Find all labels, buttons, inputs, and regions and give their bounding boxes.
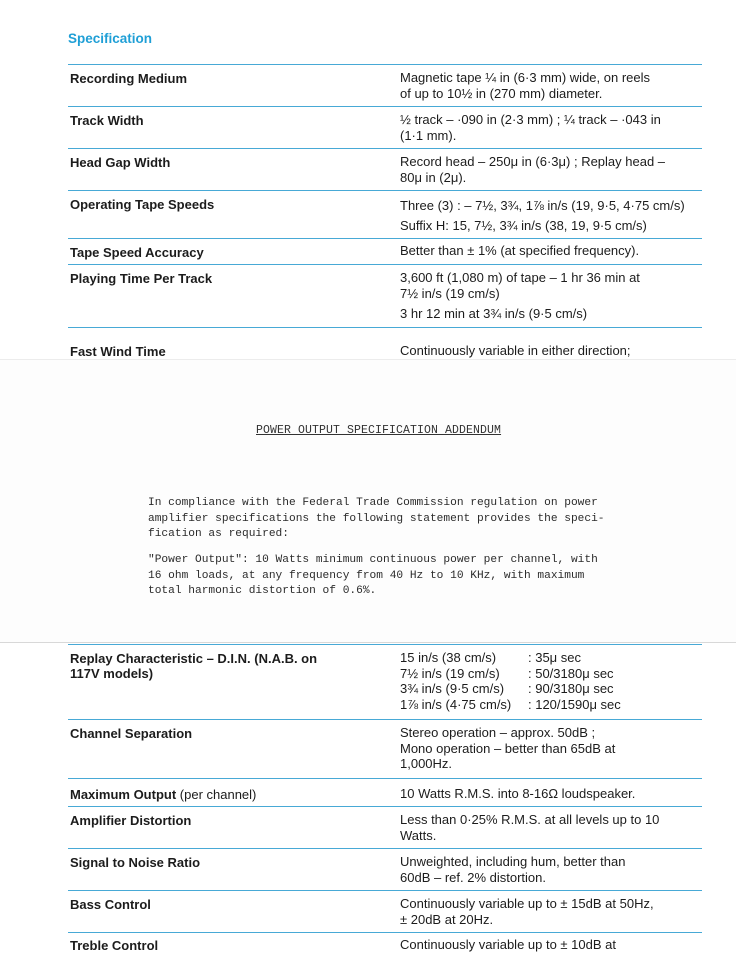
- section-heading: Specification: [68, 31, 153, 46]
- row-divider: [68, 778, 702, 779]
- spec-label-amplifier-distortion: Amplifier Distortion: [70, 813, 192, 828]
- spec-label-track-width: Track Width: [70, 113, 144, 128]
- spec-value-playing-time: 3,600 ft (1,080 m) of tape – 1 hr 36 min at 7½ in/s (19 cm/s) 3 hr 12 min at 3¾ in/s (9·5 cm/s): [400, 270, 640, 321]
- row-divider: [68, 890, 702, 891]
- row-divider: [68, 148, 702, 149]
- spec-label-maximum-output: Maximum Output (per channel): [70, 787, 257, 802]
- spec-value-maximum-output: 10 Watts R.M.S. into 8-16Ω loudspeaker.: [400, 786, 636, 801]
- spec-label-treble-control: Treble Control: [70, 938, 159, 953]
- spec-value-recording-medium: Magnetic tape ¼ in (6·3 mm) wide, on reels of up to 10½ in (270 mm) diameter.: [400, 70, 650, 101]
- addendum-paragraph-power-output: "Power Output": 10 Watts minimum continuous power per channel, with 16 ohm loads, at any frequency from 40 Hz to 10 KHz, with maximum total harmonic distortion of 0.6%.: [148, 554, 598, 597]
- row-divider: [68, 106, 702, 107]
- spec-value-head-gap-width: Record head – 250μ in (6·3μ) ; Replay head – 80μ in (2μ).: [400, 154, 666, 185]
- spec-label-operating-tape-speeds: Operating Tape Speeds: [70, 197, 215, 212]
- spec-label-fast-wind-time: Fast Wind Time: [70, 344, 166, 359]
- spec-label-bass-control: Bass Control: [70, 897, 151, 912]
- row-divider: [68, 238, 702, 239]
- spec-label-signal-to-noise: Signal to Noise Ratio: [70, 855, 201, 870]
- spec-value-tape-speed-accuracy: Better than ± 1% (at specified frequency).: [400, 243, 640, 258]
- spec-label-replay-characteristic: Replay Characteristic – D.I.N. (N.A.B. on 117V models): [70, 651, 318, 681]
- row-divider: [68, 806, 702, 807]
- replay-characteristic-table: [400, 650, 621, 712]
- spec-label-tape-speed-accuracy: Tape Speed Accuracy: [70, 245, 204, 260]
- spec-value-fast-wind-time: Continuously variable in either direction;: [400, 343, 631, 358]
- row-divider: [68, 848, 702, 849]
- spec-value-signal-to-noise: Unweighted, including hum, better than 60dB – ref. 2% distortion.: [400, 854, 626, 885]
- row-divider: [68, 932, 702, 933]
- spec-label-recording-medium: Recording Medium: [70, 71, 188, 86]
- spec-value-treble-control: Continuously variable up to ± 10dB at: [400, 937, 616, 952]
- addendum-paragraph-compliance: In compliance with the Federal Trade Commission regulation on power amplifier specifications the following statement provides the speci- fication as required:: [148, 497, 605, 540]
- replay-row: 7½ in/s (19 cm/s) : 50/3180μ sec: [400, 665, 614, 681]
- replay-row: 1⅞ in/s (4·75 cm/s) : 120/1590μ sec: [400, 696, 621, 712]
- row-divider: [68, 327, 702, 328]
- row-divider: [68, 64, 702, 65]
- addendum-title: POWER OUTPUT SPECIFICATION ADDENDUM: [256, 424, 502, 437]
- spec-value-operating-tape-speeds: Three (3) : – 7½, 3¾, 1⅞ in/s (19, 9·5, 4·75 cm/s) Suffix H: 15, 7½, 3¾ in/s (38, 19, 9·5 cm/s): [400, 198, 685, 233]
- row-divider: [68, 264, 702, 265]
- spec-label-playing-time: Playing Time Per Track: [70, 271, 213, 286]
- row-divider: [68, 719, 702, 720]
- row-divider: [68, 190, 702, 191]
- spec-value-channel-separation: Stereo operation – approx. 50dB ; Mono operation – better than 65dB at 1,000Hz.: [400, 725, 616, 771]
- fast-wind-row-clipped: [0, 338, 736, 358]
- spec-label-head-gap-width: Head Gap Width: [70, 155, 171, 170]
- row-divider: [68, 644, 702, 645]
- replay-row: 3¾ in/s (9·5 cm/s) : 90/3180μ sec: [400, 681, 614, 696]
- spec-value-amplifier-distortion: Less than 0·25% R.M.S. at all levels up to 10 Watts.: [400, 812, 660, 843]
- spec-value-track-width: ½ track – ·090 in (2·3 mm) ; ¼ track – ·043 in (1·1 mm).: [400, 112, 661, 143]
- spec-value-bass-control: Continuously variable up to ± 15dB at 50Hz, ± 20dB at 20Hz.: [400, 896, 654, 927]
- replay-row: 15 in/s (38 cm/s) : 35μ sec: [400, 650, 582, 665]
- spec-label-channel-separation: Channel Separation: [70, 726, 193, 741]
